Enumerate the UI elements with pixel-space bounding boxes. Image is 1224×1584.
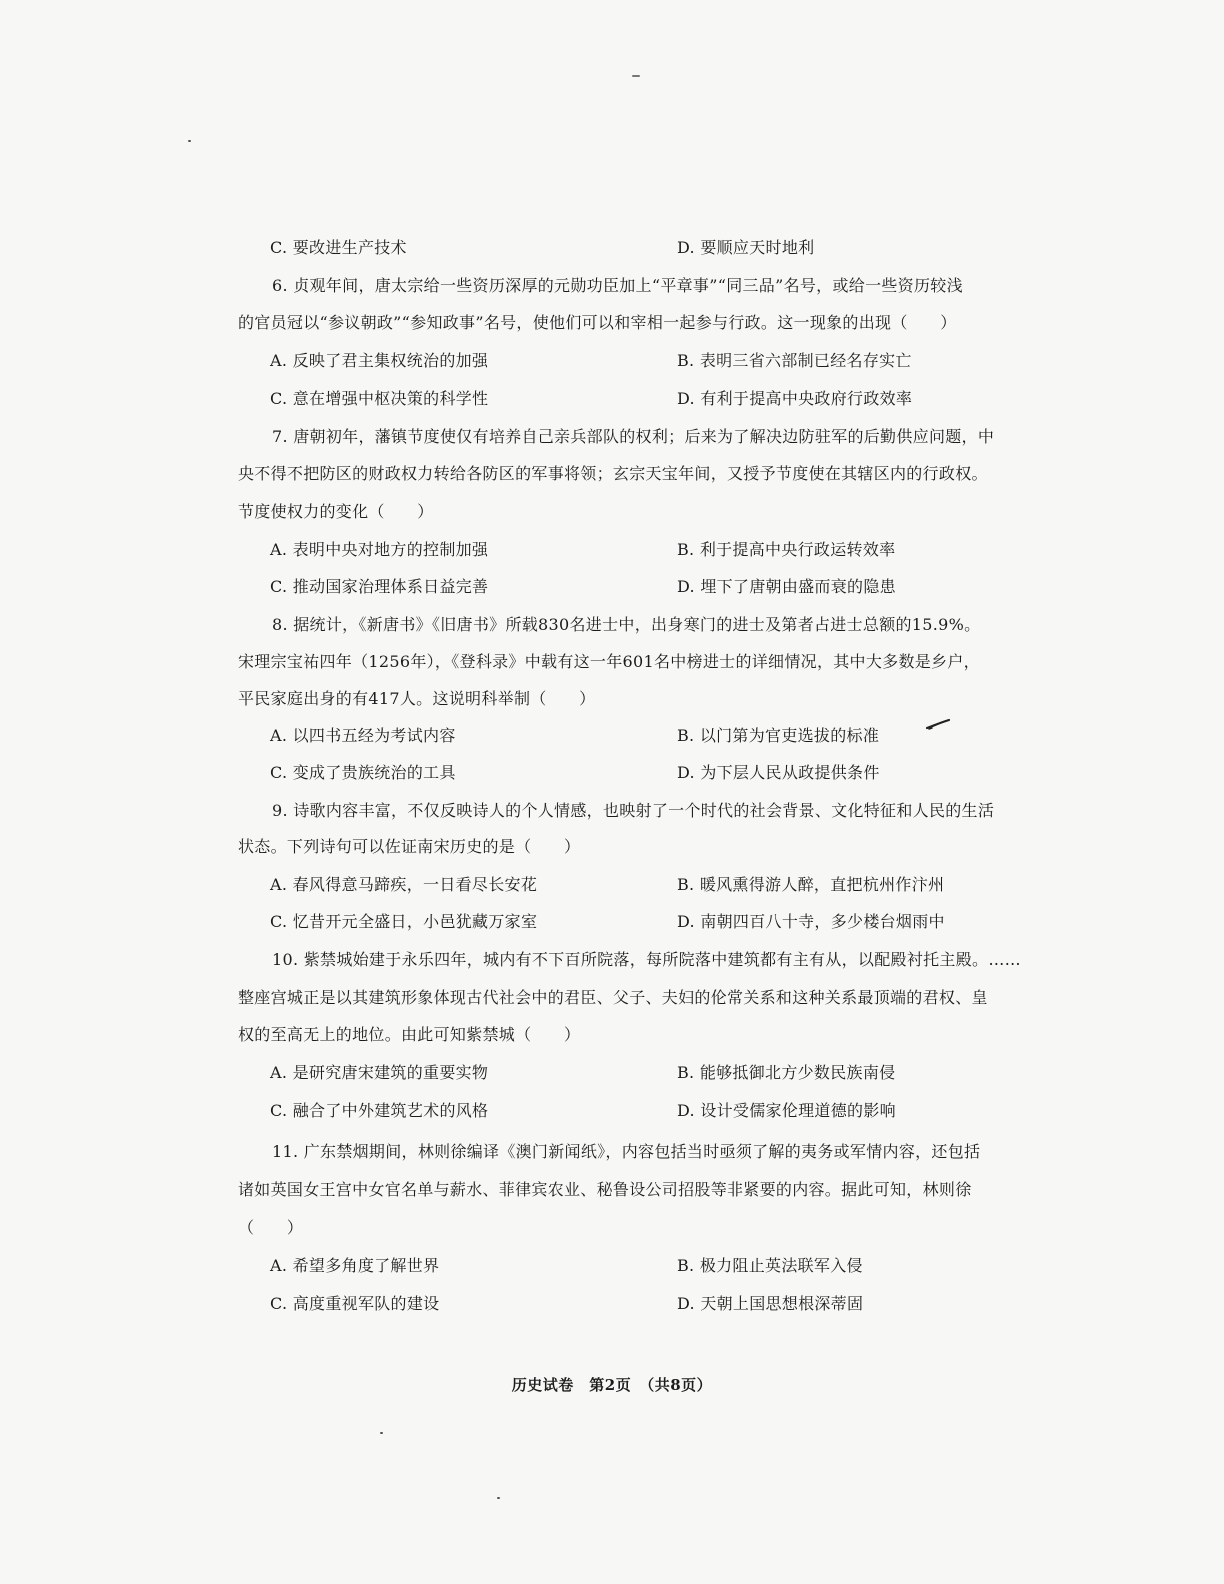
q10-stem-line-1: 10. 紫禁城始建于永乐四年，城内有不下百所院落，每所院落中建筑都有主有从，以配殿衬托主殿。…… [272,950,1021,969]
q7-stem-line-3: 节度使权力的变化（ ） [238,502,434,521]
q10-option-a: A. 是研究唐宋建筑的重要实物 [270,1063,489,1082]
q10-option-b: B. 能够抵御北方少数民族南侵 [677,1063,896,1082]
q7-option-d: D. 埋下了唐朝由盛而衰的隐患 [677,577,896,596]
q9-option-a: A. 春风得意马蹄疾，一日看尽长安花 [270,875,538,894]
q10-option-c: C. 融合了中外建筑艺术的风格 [270,1101,489,1120]
q9-option-c: C. 忆昔开元全盛日，小邑犹藏万家室 [270,912,538,931]
scan-speck [188,140,191,142]
q11-option-b: B. 极力阻止英法联军入侵 [677,1256,863,1275]
scan-speck [497,1497,500,1499]
q7-stem-line-1: 7. 唐朝初年，藩镇节度使仅有培养自己亲兵部队的权利；后来为了解决边防驻军的后勤供应问题，中 [272,427,995,446]
q9-stem-line-1: 9. 诗歌内容丰富，不仅反映诗人的个人情感，也映射了一个时代的社会背景、文化特征和人民的生活 [272,801,995,820]
q9-option-b: B. 暖风熏得游人醉，直把杭州作汴州 [677,875,945,894]
q6-option-d: D. 有利于提高中央政府行政效率 [677,389,913,408]
page-footer: 历史试卷 第2页 （共8页） [511,1376,713,1394]
q7-option-b: B. 利于提高中央行政运转效率 [677,540,896,559]
q8-stem-line-2: 宋理宗宝祐四年（1256年），《登科录》中载有这一年601名中榜进士的详细情况，其中大多数是乡户， [238,652,980,671]
q8-stem-line-3: 平民家庭出身的有417人。这说明科举制（ ） [238,689,596,708]
q8-option-c: C. 变成了贵族统治的工具 [270,763,456,782]
q11-stem-line-2: 诸如英国女王宫中女官名单与薪水、菲律宾农业、秘鲁设公司招股等非紧要的内容。据此可知，林则徐 [238,1180,972,1199]
q6-stem-line-2: 的官员冠以“参议朝政”“参知政事”名号，使他们可以和宰相一起参与行政。这一现象的出现（ ） [238,313,957,332]
q11-stem-line-1: 11. 广东禁烟期间，林则徐编译《澳门新闻纸》，内容包括当时亟须了解的夷务或军情内容，还包括 [272,1142,981,1161]
pen-mark [925,717,951,731]
q5-option-d: D. 要顺应天时地利 [677,238,815,257]
q9-option-d: D. 南朝四百八十寺，多少楼台烟雨中 [677,912,945,931]
q7-stem-line-2: 央不得不把防区的财政权力转给各防区的军事将领；玄宗天宝年间，又授予节度使在其辖区内的行政权。 [238,464,988,483]
q9-stem-line-2: 状态。下列诗句可以佐证南宋历史的是（ ） [238,837,581,856]
q8-option-a: A. 以四书五经为考试内容 [270,726,456,745]
q11-option-a: A. 希望多角度了解世界 [270,1256,440,1275]
scan-speck [632,75,640,77]
q11-option-d: D. 天朝上国思想根深蒂固 [677,1294,864,1313]
q8-stem-line-1: 8. 据统计，《新唐书》《旧唐书》所载830名进士中，出身寒门的进士及第者占进士总额的15.9%。 [272,615,981,634]
q10-option-d: D. 设计受儒家伦理道德的影响 [677,1101,896,1120]
q8-option-b: B. 以门第为官吏选拔的标准 [677,726,880,745]
q7-option-c: C. 推动国家治理体系日益完善 [270,577,489,596]
q6-option-b: B. 表明三省六部制已经名存实亡 [677,351,912,370]
q11-option-c: C. 高度重视军队的建设 [270,1294,440,1313]
q6-option-a: A. 反映了君主集权统治的加强 [270,351,489,370]
q10-stem-line-3: 权的至高无上的地位。由此可知紫禁城（ ） [238,1025,581,1044]
q6-option-c: C. 意在增强中枢决策的科学性 [270,389,489,408]
q11-answer-bracket: （ ） [238,1218,304,1237]
q10-stem-line-2: 整座宫城正是以其建筑形象体现古代社会中的君臣、父子、夫妇的伦常关系和这种关系最顶端的君权、皇 [238,988,988,1007]
q6-stem-line-1: 6. 贞观年间，唐太宗给一些资历深厚的元勋功臣加上“平章事”“同三品”名号，或给一些资历较浅 [272,276,963,295]
q7-option-a: A. 表明中央对地方的控制加强 [270,540,489,559]
q5-option-c: C. 要改进生产技术 [270,238,407,257]
scan-speck [380,1432,383,1434]
q8-option-d: D. 为下层人民从政提供条件 [677,763,880,782]
